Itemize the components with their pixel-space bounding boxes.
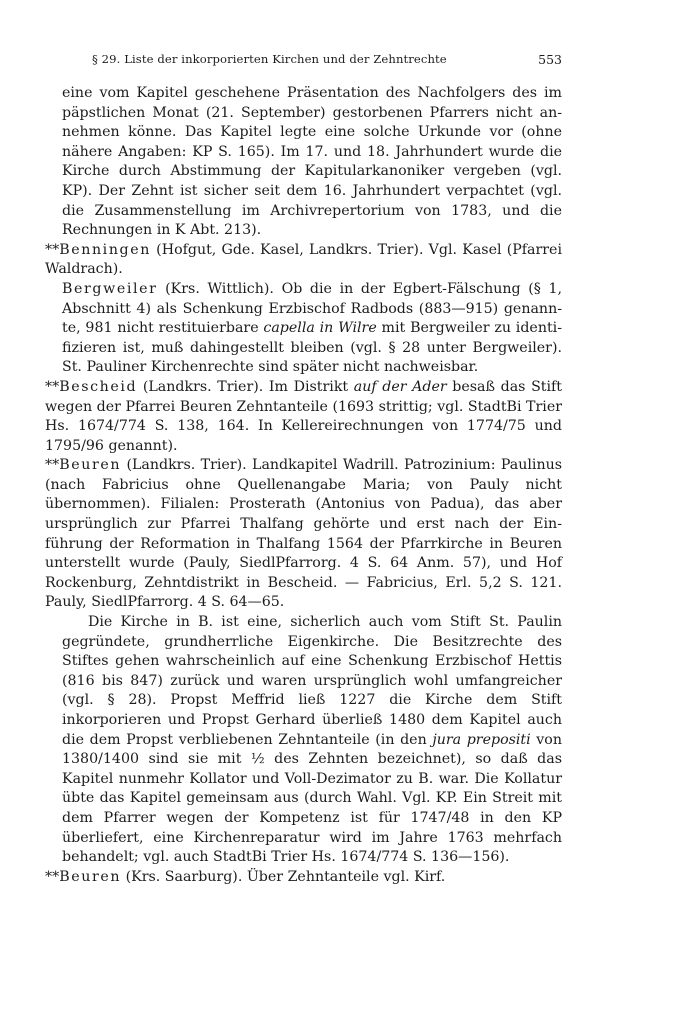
- entry-marker: **: [45, 868, 60, 885]
- entry-marker: **: [45, 457, 60, 474]
- entry-text: (Landkrs. Trier). Im Distrikt: [137, 378, 354, 395]
- body-text: [45, 84, 562, 887]
- paragraph-continuation: eine vom Kapitel geschehene Präsentation des Nachfolgers des im päpstlichen Monat (21. September) gestorbenen Pfarrers nicht annehmen könne. Das Kapitel legte eine solche Urkunde vor (ohne nähere Angaben: KP S. 165). Im 17. und 18. Jahrhundert wurde die Kirche durch Abstimmung der Kapitularkanoniker vergeben (vgl. KP). Der Zehnt ist sicher seit dem 16. Jahrhundert verpachtet (vgl. die Zusammenstellung im Archivrepertorium von 1783, und die Rechnungen in K Abt. 213).: [62, 85, 562, 239]
- entry-name: Beuren: [59, 457, 122, 474]
- entry-marker: **: [45, 241, 60, 258]
- page-number: 553: [538, 52, 562, 67]
- entry-name: Bergweiler: [62, 280, 158, 297]
- entry-bescheid: [45, 378, 562, 456]
- entry-beuren-saarburg: [45, 868, 562, 888]
- running-title: § 29. Liste der inkorporierten Kirchen und der Zehntrechte: [92, 52, 447, 66]
- entry-name: Benningen: [59, 241, 151, 258]
- entry-benningen: [45, 241, 562, 280]
- entry-beuren-trier-continuation: [62, 613, 562, 868]
- entry-italic: capella in Wilre: [263, 320, 377, 337]
- entry-name: Beuren: [59, 868, 122, 885]
- entry-text: (Hofgut, Gde. Kasel, Landkrs. Trier). Vgl. Kasel (Pfarrei Waldrach).: [45, 241, 562, 278]
- entry-beuren-trier: [45, 456, 562, 613]
- entry-text: Die Kirche in B. ist eine, sicherlich auch vom Stift St. Paulin gegründete, grundherrliche Eigenkirche. Die Besitzrechte des Stiftes gehen wahrscheinlich auf eine Schenkung Erzbischof Hettis (816 bis 847) zurück und waren ursprünglich wohl umfangreicher (vgl. § 28). Propst Meffrid ließ 1227 die Kirche dem Stift inkorporieren und Propst Gerhard überließ 1480 dem Kapitel auch die dem Propst verbliebenen Zehntanteile (in den: [62, 614, 562, 748]
- entry-name: Bescheid: [59, 378, 138, 395]
- entry-text: mit Bergweiler zu identifizieren ist, muß dahingestellt bleiben (vgl. § 28 unter Bergweiler). St. Pauliner Kirchenrechte sind später nicht nachweisbar.: [62, 320, 562, 376]
- running-head: [62, 52, 562, 70]
- entry-text: besaß das Stift wegen der Pfarrei Beuren Zehntanteile (1693 strittig; vgl. StadtBi Trier Hs. 1674/774 S. 138, 164. In Kellereirechnungen von 1774/75 und 1795/96 genannt).: [45, 378, 562, 454]
- entry-italic: jura prepositi: [432, 731, 531, 748]
- entry-text: (Krs. Saarburg). Über Zehntanteile vgl. Kirf.: [121, 868, 446, 885]
- entry-bergweiler: [62, 280, 562, 378]
- entry-text: (Krs. Wittlich). Ob die in der Egbert-Fälschung (§ 1, Abschnitt 4) als Schenkung Erzbischof Radbods (883—915) genannte, 981 nicht restituierbare: [62, 280, 562, 337]
- entry-text: von 1380/1400 sind sie mit ½ des Zehnten bezeichnet), so daß das Kapitel nunmehr Kollator und Voll-Dezimator zu B. war. Die Kollatur übte das Kapitel gemeinsam aus (durch Wahl. Vgl. KP. Ein Streit mit dem Pfarrer wegen der Kompetenz ist für 1747/48 in den KP überliefert, eine Kirchenreparatur wird im Jahre 1763 mehrfach behandelt; vgl. auch StadtBi Trier Hs. 1674/774 S. 136—156).: [62, 731, 562, 866]
- entry-italic: auf der Ader: [353, 378, 447, 395]
- entry-text: (Landkrs. Trier). Landkapitel Wadrill. Patrozinium: Paulinus (nach Fabricius ohne Quellenangabe Maria; von Pauly nicht übernommen). Filialen: Prosterath (Antonius von Padua), das aber ursprünglich zur Pfarrei Thalfang gehörte und erst nach der Einführung der Reformation in Thalfang 1564 der Pfarrkirche in Beuren unterstellt wurde (Pauly, SiedlPfarrorg. 4 S. 64 Anm. 57), und Hof Rockenburg, Zehntdistrikt in Bescheid. — Fabricius, Erl. 5,2 S. 121. Pauly, SiedlPfarrorg. 4 S. 64—65.: [45, 457, 562, 611]
- entry-marker: **: [45, 378, 60, 395]
